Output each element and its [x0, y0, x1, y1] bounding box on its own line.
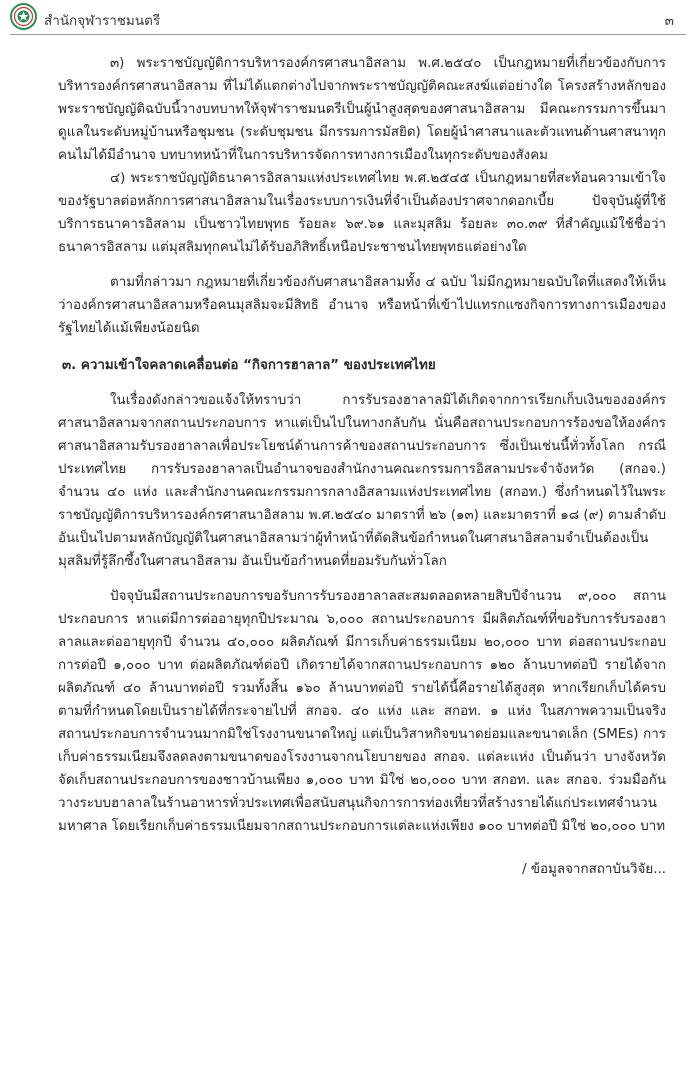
page-header [0, 0, 696, 36]
source-note: / ข้อมูลจากสถาบันวิจัย... [522, 862, 666, 877]
page-number: ๓ [664, 13, 674, 29]
header-divider [10, 34, 686, 35]
office-logo-icon [10, 3, 37, 30]
paragraph-islamic-bank-act: ๔) พระราชบัญญัติธนาคารอิสลามแห่งประเทศไทย พ.ศ.๒๕๔๕ เป็นกฎหมายที่สะท้อนความเข้าใจของรัฐบาลต่อหลักการศาสนาอิสลามในเรื่องระบบการเงินที่จำเป็นต้องปราศจากดอกเบี้ย ปัจจุบันผู้ที่ใช้บริการธนาคารอิสลาม เป็นชาวไทยพุทธ ร้อยละ ๖๙.๖๑ และมุสลิม ร้อยละ ๓๐.๓๙ ที่สำคัญแม้ใช้ชื่อว่าธนาคารอิสลาม แต่มุสลิมทุกคนไม่ได้รับอภิสิทธิ์เหนือประชาชนไทยพุทธแต่อย่างใด [58, 171, 666, 255]
paragraph-halal-fees: ปัจจุบันมีสถานประกอบการขอรับการรับรองฮาลาลสะสมตลอดหลายสิบปีจำนวน ๙,๐๐๐ สถานประกอบการ หาแต่มีการต่ออายุทุกปีประมาณ ๖,๐๐๐ สถานประกอบการ มีผลิตภัณฑ์ที่ขอรับการรับรองฮาลาลและต่ออายุทุกปี จำนวน ๔๐,๐๐๐ ผลิตภัณฑ์ มีการเก็บค่าธรรมเนียม ๒๐,๐๐๐ บาท ต่อสถานประกอบการต่อปี ๑,๐๐๐ บาท ต่อผลิตภัณฑ์ต่อปี เกิดรายได้จากสถานประกอบการ ๑๒๐ ล้านบาทต่อปี รายได้จากผลิตภัณฑ์ ๔๐ ล้านบาทต่อปี รวมทั้งสิ้น ๑๖๐ ล้านบาทต่อปี รายได้นี้คือรายได้สูงสุด หากเรียกเก็บได้ครบตามที่กำหนดโดยเป็นรายได้ที่กระจายไปที่ สกอจ. ๔๐ แห่ง และ สกอท. ๑ แห่ง ในสภาพความเป็นจริง สถานประกอบการจำนวนมากมิใช่โรงงานขนาดใหญ่ แต่เป็นวิสาหกิจขนาดย่อมและขนาดเล็ก (SMEs) การเก็บค่าธรรมเนียมจึงลดลงตามขนาดของโรงงานจากนโยบายของ สกอจ. แต่ละแห่ง เป็นต้นว่า บางจังหวัดจัดเก็บสถานประกอบการของชาวบ้านเพียง ๑,๐๐๐ บาท มิใช่ ๒๐,๐๐๐ บาท สกอท. และ สกอจ. ร่วมมือกันวางระบบฮาลาลในร้านอาหารทั่วประเทศเพื่อสนับสนุนกิจการการท่องเที่ยวที่สร้างรายได้แก่ประเทศจำนวนมหาศาล โดยเรียกเก็บค่าธรรมเนียมจากสถานประกอบการแต่ละแห่งเพียง ๑๐๐ บาทต่อปี มิใช่ ๒๐,๐๐๐ บาท [58, 589, 666, 834]
paragraph-islamic-admin-act: ๓) พระราชบัญญัติการบริหารองค์กรศาสนาอิสลาม พ.ศ.๒๕๔๐ เป็นกฎหมายที่เกี่ยวข้องกับการบริหารองค์กรศาสนาอิสลาม ที่ไม่ได้แตกต่างไปจากพระราชบัญญัติคณะสงฆ์แต่อย่างใด โครงสร้างหลักของพระราชบัญญัติฉบับนี้วางบทบาทให้จุฬาราชมนตรีเป็นผู้นำสูงสุดของศาสนาอิสลาม มีคณะกรรมการขึ้นมาดูแลในระดับหมู่บ้านหรือชุมชน (ระดับชุมชน มีกรรมการมัสยิด) โดยผู้นำศาสนาและตัวแทนด้านศาสนาทุกคนไม่ได้มีอำนาจ บทบาทหน้าที่ในการบริหารจัดการทางการเมืองในทุกระดับของสังคม [58, 56, 666, 163]
section-heading-halal: ๓. ความเข้าใจคลาดเคลื่อนต่อ “กิจการฮาลาล” ของประเทศไทย [62, 358, 436, 373]
paragraph-summary: ตามที่กล่าวมา กฎหมายที่เกี่ยวข้องกับศาสนาอิสลามทั้ง ๔ ฉบับ ไม่มีกฎหมายฉบับใดที่แสดงให้เห็นว่าองค์กรศาสนาอิสลามหรือคนมุสลิมจะมีสิทธิ อำนาจ หรือหน้าที่เข้าไปแทรกแซงกิจการทางการเมืองของรัฐไทยได้แม้เพียงน้อยนิด [58, 275, 666, 336]
paragraph-halal-certification: ในเรื่องดังกล่าวขอแจ้งให้ทราบว่า การรับรองฮาลาลมิได้เกิดจากการเรียกเก็บเงินขององค์กรศาสนาอิสลามจากสถานประกอบการ หาแต่เป็นไปในทางกลับกัน นั่นคือสถานประกอบการร้องขอให้องค์กรศาสนาอิสลามรับรองฮาลาลเพื่อประโยชน์ด้านการค้าของสถานประกอบการ ซึ่งเป็นเช่นนี้ทั่วทั้งโลก กรณีประเทศไทย การรับรองฮาลาลเป็นอำนาจของสำนักงานคณะกรรมการอิสลามประจำจังหวัด (สกอจ.) จำนวน ๔๐ แห่ง และสำนักงานคณะกรรมการกลางอิสลามแห่งประเทศไทย (สกอท.) ซึ่งกำหนดไว้ในพระราชบัญญัติการบริหารองค์กรศาสนาอิสลาม พ.ศ.๒๕๔๐ มาตราที่ ๒๖ (๑๓) และมาตราที่ ๑๘ (๙) ตามลำดับ อันเป็นไปตามหลักบัญญัติในศาสนาอิสลามว่าผู้ทำหน้าที่ตัดสินข้อกำหนดในศาสนาอิสลามจำเป็นต้องเป็นมุสลิมที่รู้ลึกซึ้งในศาสนาอิสลาม อันเป็นข้อกำหนดที่ยอมรับกันทั่วโลก [58, 393, 666, 569]
document-body [58, 52, 666, 881]
organization-name: สำนักจุฬาราชมนตรี [44, 13, 161, 29]
